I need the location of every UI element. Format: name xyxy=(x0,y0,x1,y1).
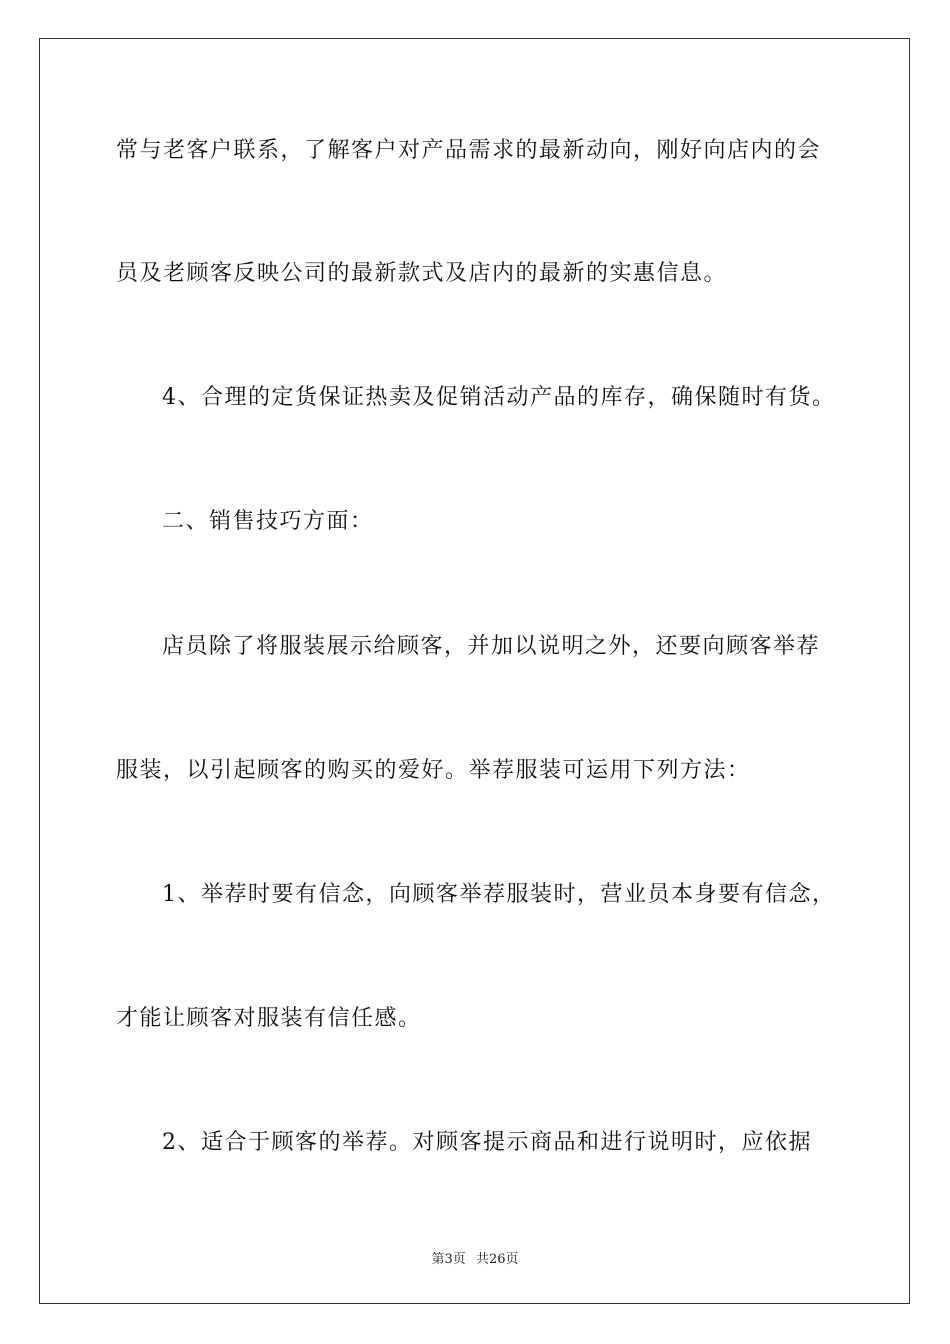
body-text-line: 1、举荐时要有信念，向顾客举荐服装时，营业员本身要有信念， xyxy=(162,882,836,907)
section-heading: 二、销售技巧方面： xyxy=(162,509,374,534)
page-border xyxy=(39,38,910,1304)
body-text-line: 员及老顾客反映公司的最新款式及店内的最新的实惠信息。 xyxy=(116,261,728,286)
body-text-line: 店员除了将服装展示给顾客，并加以说明之外，还要向顾客举荐 xyxy=(162,634,821,659)
page-number: 第3页 xyxy=(431,1252,466,1267)
page-footer xyxy=(0,1248,950,1267)
body-text-line: 才能让顾客对服装有信任感。 xyxy=(116,1006,422,1031)
body-text-line: 4、合理的定货保证热卖及促销活动产品的库存，确保随时有货。 xyxy=(162,385,836,410)
body-text-line: 2、适合于顾客的举荐。对顾客提示商品和进行说明时，应依据 xyxy=(162,1130,812,1155)
body-text-line: 服装，以引起顾客的购买的爱好。举荐服装可运用下列方法： xyxy=(116,758,751,783)
total-pages: 共26页 xyxy=(475,1252,519,1267)
body-text-line: 常与老客户联系，了解客户对产品需求的最新动向，刚好向店内的会 xyxy=(116,138,822,163)
